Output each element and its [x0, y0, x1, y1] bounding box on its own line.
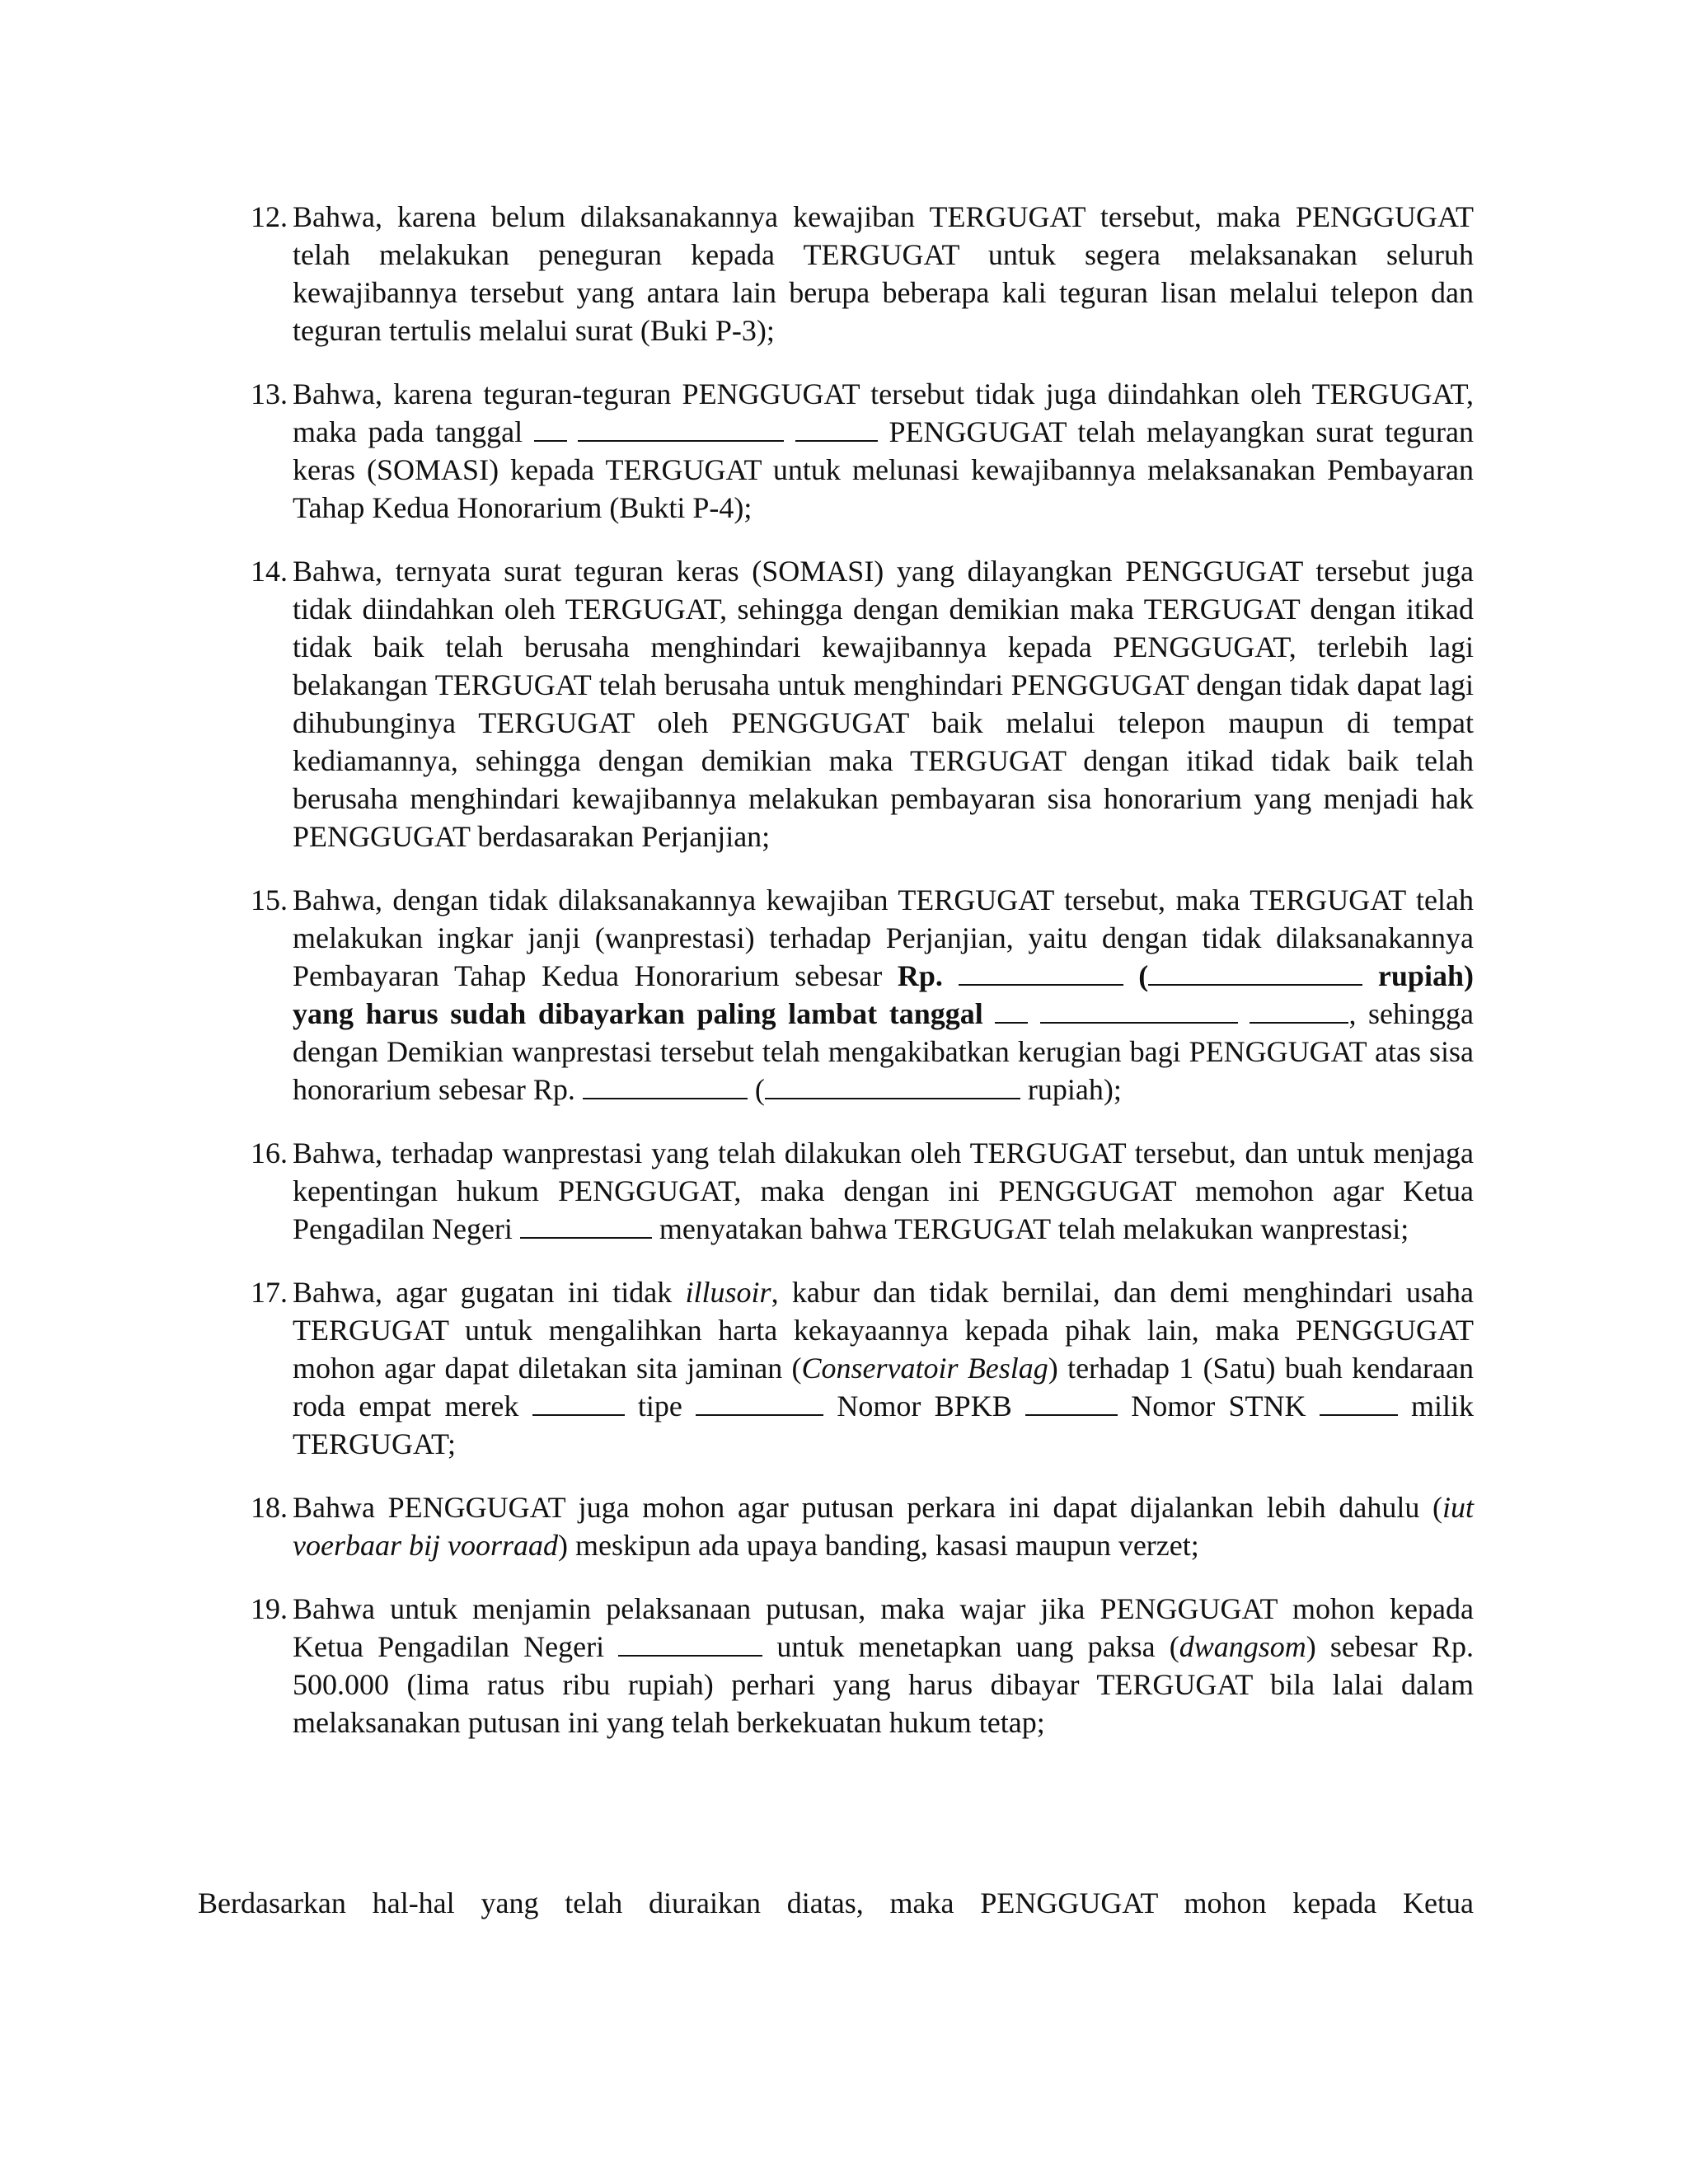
- text-segment: Bahwa, karena teguran-teguran PENGGUGAT tersebut tidak juga diindahkan oleh TERGUGAT, maka pada tanggal: [293, 377, 1474, 448]
- text-segment: [567, 415, 579, 448]
- item-number: 18.: [251, 1491, 288, 1524]
- fill-in-blank: [1320, 1393, 1398, 1416]
- text-segment: , kabur dan tidak bernilai, dan demi menghindari usaha TERGUGAT untuk mengalihkan harta kekayaannya kepada pihak lain, maka PENGGUGAT mohon agar dapat diletakan sita jaminan (: [293, 1276, 1474, 1385]
- fill-in-blank: [520, 1216, 652, 1239]
- item-text: [293, 1273, 1474, 1463]
- item-text: [293, 1134, 1474, 1248]
- italic-term: Conservatoir Beslag: [801, 1352, 1048, 1385]
- fill-in-blank: [995, 1001, 1028, 1024]
- item-number: 12.: [251, 200, 288, 233]
- item-number: 15.: [251, 883, 288, 916]
- bold-text: [1028, 997, 1040, 1030]
- item-text: [293, 1590, 1474, 1741]
- list-item: [241, 1134, 1474, 1248]
- text-segment: Nomor BPKB: [823, 1390, 1025, 1422]
- fill-in-blank: [1250, 1001, 1348, 1024]
- fill-in-blank: [532, 1393, 625, 1416]
- text-segment: (: [747, 1073, 765, 1106]
- fill-in-blank: [1148, 963, 1362, 986]
- text-segment: Bahwa, ternyata surat teguran keras (SOMASI) yang dilayangkan PENGGUGAT tersebut juga tidak diindahkan oleh TERGUGAT, sehingga dengan demikian maka TERGUGAT dengan itikad tidak baik telah berusaha menghindari kewajibannya kepada PENGGUGAT, terlebih lagi belakangan TERGUGAT telah berusaha untuk menghindari PENGGUGAT dengan tidak dapat lagi dihubunginya TERGUGAT oleh PENGGUGAT baik melalui telepon maupun di tempat kediamannya, sehingga dengan demikian maka TERGUGAT dengan itikad tidak baik telah berusaha menghindari kewajibannya melakukan pembayaran sisa honorarium yang menjadi hak PENGGUGAT berdasarakan Perjanjian;: [293, 555, 1474, 853]
- item-text: [293, 1488, 1474, 1564]
- italic-term: dwangsom: [1179, 1630, 1306, 1663]
- numbered-list: [241, 198, 1474, 1741]
- fill-in-blank: [959, 963, 1123, 986]
- fill-in-blank: [583, 1076, 748, 1099]
- item-gap: [241, 1564, 1474, 1590]
- fill-in-blank: [618, 1633, 762, 1657]
- text-segment: Bahwa PENGGUGAT juga mohon agar putusan perkara ini dapat dijalankan lebih dahulu (: [293, 1491, 1442, 1524]
- list-item: [241, 1590, 1474, 1741]
- text-segment: Nomor STNK: [1117, 1390, 1320, 1422]
- italic-term: illusoir: [685, 1276, 771, 1309]
- item-number: 17.: [251, 1276, 288, 1309]
- item-text: [293, 198, 1474, 349]
- fill-in-blank: [534, 419, 567, 442]
- text-segment: Bahwa, agar gugatan ini tidak: [293, 1276, 686, 1309]
- item-text: [293, 375, 1474, 527]
- list-item: [241, 881, 1474, 1108]
- closing-paragraph: Berdasarkan hal-hal yang telah diuraikan diatas, maka PENGGUGAT mohon kepada Ketua: [198, 1886, 1474, 1919]
- text-segment: Bahwa untuk menjamin pelaksanaan putusan, maka wajar jika PENGGUGAT mohon kepada Ketua Pengadilan Negeri: [293, 1592, 1474, 1663]
- fill-in-blank: [765, 1076, 1020, 1099]
- fill-in-blank: [578, 419, 784, 442]
- item-gap: [241, 1463, 1474, 1488]
- text-segment: PENGGUGAT telah melayangkan surat teguran keras (SOMASI) kepada TERGUGAT untuk melunasi kewajibannya melaksanakan Pembayaran Tahap Kedua Honorarium (Bukti P-4);: [293, 415, 1475, 524]
- item-gap: [241, 527, 1474, 552]
- text-segment: ) meskipun ada upaya banding, kasasi maupun verzet;: [557, 1529, 1199, 1562]
- text-segment: ) terhadap 1 (Satu) buah kendaraan roda empat merek: [293, 1352, 1475, 1422]
- item-number: 19.: [251, 1592, 288, 1625]
- text-segment: untuk menetapkan uang paksa (: [762, 1630, 1179, 1663]
- item-number: 14.: [251, 555, 288, 588]
- text-segment: , sehingga dengan Demikian wanprestasi tersebut telah mengakibatkan kerugian bagi PENGGUGAT atas sisa honorarium sebesar Rp.: [293, 997, 1474, 1106]
- fill-in-blank: [1040, 1001, 1238, 1024]
- bold-text: rupiah) yang harus sudah dibayarkan paling lambat tanggal: [293, 959, 1474, 1030]
- item-gap: [241, 1248, 1474, 1273]
- item-gap: [241, 349, 1474, 375]
- item-gap: [241, 1108, 1474, 1134]
- fill-in-blank: [1025, 1393, 1118, 1416]
- text-segment: ) sebesar Rp. 500.000 (lima ratus ribu rupiah) perhari yang harus dibayar TERGUGAT bila lalai dalam melaksanakan putusan ini yang telah berkekuatan hukum tetap;: [293, 1630, 1474, 1739]
- list-item: [241, 198, 1474, 349]
- item-number: 13.: [251, 377, 288, 410]
- italic-term: iut voerbaar bij voorraad: [293, 1491, 1474, 1562]
- bold-text: [1238, 997, 1250, 1030]
- text-segment: Bahwa, dengan tidak dilaksanakannya kewajiban TERGUGAT tersebut, maka TERGUGAT telah melakukan ingkar janji (wanprestasi) terhadap Perjanjian, yaitu dengan tidak dilaksanakannya Pembayaran Tahap Kedua Honorarium sebesar: [293, 883, 1474, 992]
- bold-text: (: [1123, 959, 1149, 992]
- item-text: [293, 552, 1474, 855]
- text-segment: tipe: [624, 1390, 696, 1422]
- fill-in-blank: [696, 1393, 823, 1416]
- bold-text: Rp.: [897, 959, 959, 992]
- text-segment: rupiah);: [1020, 1073, 1122, 1106]
- text-segment: [784, 415, 795, 448]
- item-text: [293, 881, 1474, 1108]
- text-segment: menyatakan bahwa TERGUGAT telah melakukan wanprestasi;: [651, 1212, 1409, 1245]
- item-number: 16.: [251, 1137, 288, 1169]
- list-item: [241, 1488, 1474, 1564]
- fill-in-blank: [795, 419, 878, 442]
- list-item: [241, 1273, 1474, 1463]
- list-item: [241, 375, 1474, 527]
- text-segment: milik TERGUGAT;: [293, 1390, 1475, 1460]
- list-item: [241, 552, 1474, 855]
- text-segment: Bahwa, karena belum dilaksanakannya kewajiban TERGUGAT tersebut, maka PENGGUGAT telah melakukan peneguran kepada TERGUGAT untuk segera melaksanakan seluruh kewajibannya tersebut yang antara lain berupa beberapa kali teguran lisan melalui telepon dan teguran tertulis melalui surat (Buki P-3);: [293, 200, 1474, 347]
- item-gap: [241, 855, 1474, 881]
- text-segment: Bahwa, terhadap wanprestasi yang telah dilakukan oleh TERGUGAT tersebut, dan untuk menjaga kepentingan hukum PENGGUGAT, maka dengan ini PENGGUGAT memohon agar Ketua Pengadilan Negeri: [293, 1137, 1474, 1245]
